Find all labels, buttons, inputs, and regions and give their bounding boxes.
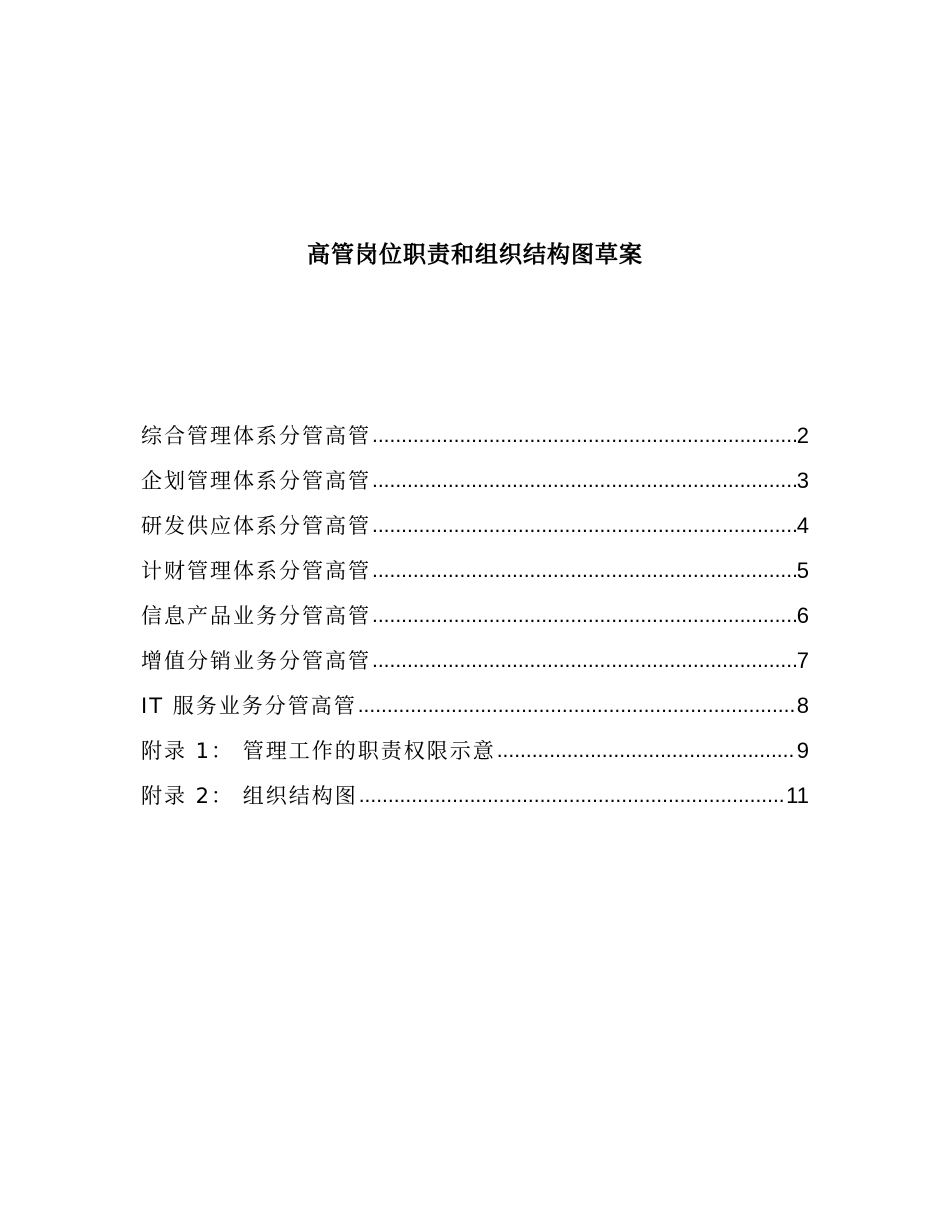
table-of-contents [141,409,809,814]
toc-dot-leader [359,778,785,814]
toc-entry[interactable] [141,544,809,589]
toc-page-number: 2 [796,423,809,448]
toc-entry[interactable] [141,454,809,499]
toc-entry[interactable] [141,679,809,724]
toc-dot-leader [372,508,796,544]
toc-page-number: 5 [796,558,809,583]
document-title: 高管岗位职责和组织结构图草案 [307,242,643,268]
toc-entry[interactable] [141,409,809,454]
toc-entry-label: 附录 2： 组织结构图 [141,784,358,808]
toc-entry[interactable] [141,724,809,769]
toc-entry[interactable] [141,634,809,679]
toc-dot-leader [372,643,796,679]
toc-entry-label: 研发供应体系分管高管 [141,514,371,538]
toc-entry-label: 增值分销业务分管高管 [141,649,371,673]
toc-page-number: 3 [796,468,809,493]
toc-page-number: 7 [796,648,809,673]
toc-entry[interactable] [141,769,809,814]
toc-dot-leader [372,553,796,589]
toc-page-number: 8 [796,693,809,718]
toc-page-number: 11 [786,783,809,808]
toc-entry-label: 计财管理体系分管高管 [141,559,371,583]
toc-entry-label: 企划管理体系分管高管 [141,469,371,493]
toc-page-number: 9 [796,738,809,763]
toc-entry-label: IT 服务业务分管高管 [141,694,357,718]
toc-dot-leader [497,733,796,769]
toc-entry-label: 综合管理体系分管高管 [141,424,371,448]
toc-dot-leader [358,688,796,724]
toc-entry[interactable] [141,589,809,634]
toc-dot-leader [372,463,796,499]
toc-dot-leader [372,418,796,454]
toc-page-number: 4 [796,513,809,538]
toc-entry[interactable] [141,499,809,544]
toc-entry-label: 附录 1： 管理工作的职责权限示意 [141,739,496,763]
toc-page-number: 6 [796,603,809,628]
toc-entry-label: 信息产品业务分管高管 [141,604,371,628]
toc-dot-leader [372,598,796,634]
